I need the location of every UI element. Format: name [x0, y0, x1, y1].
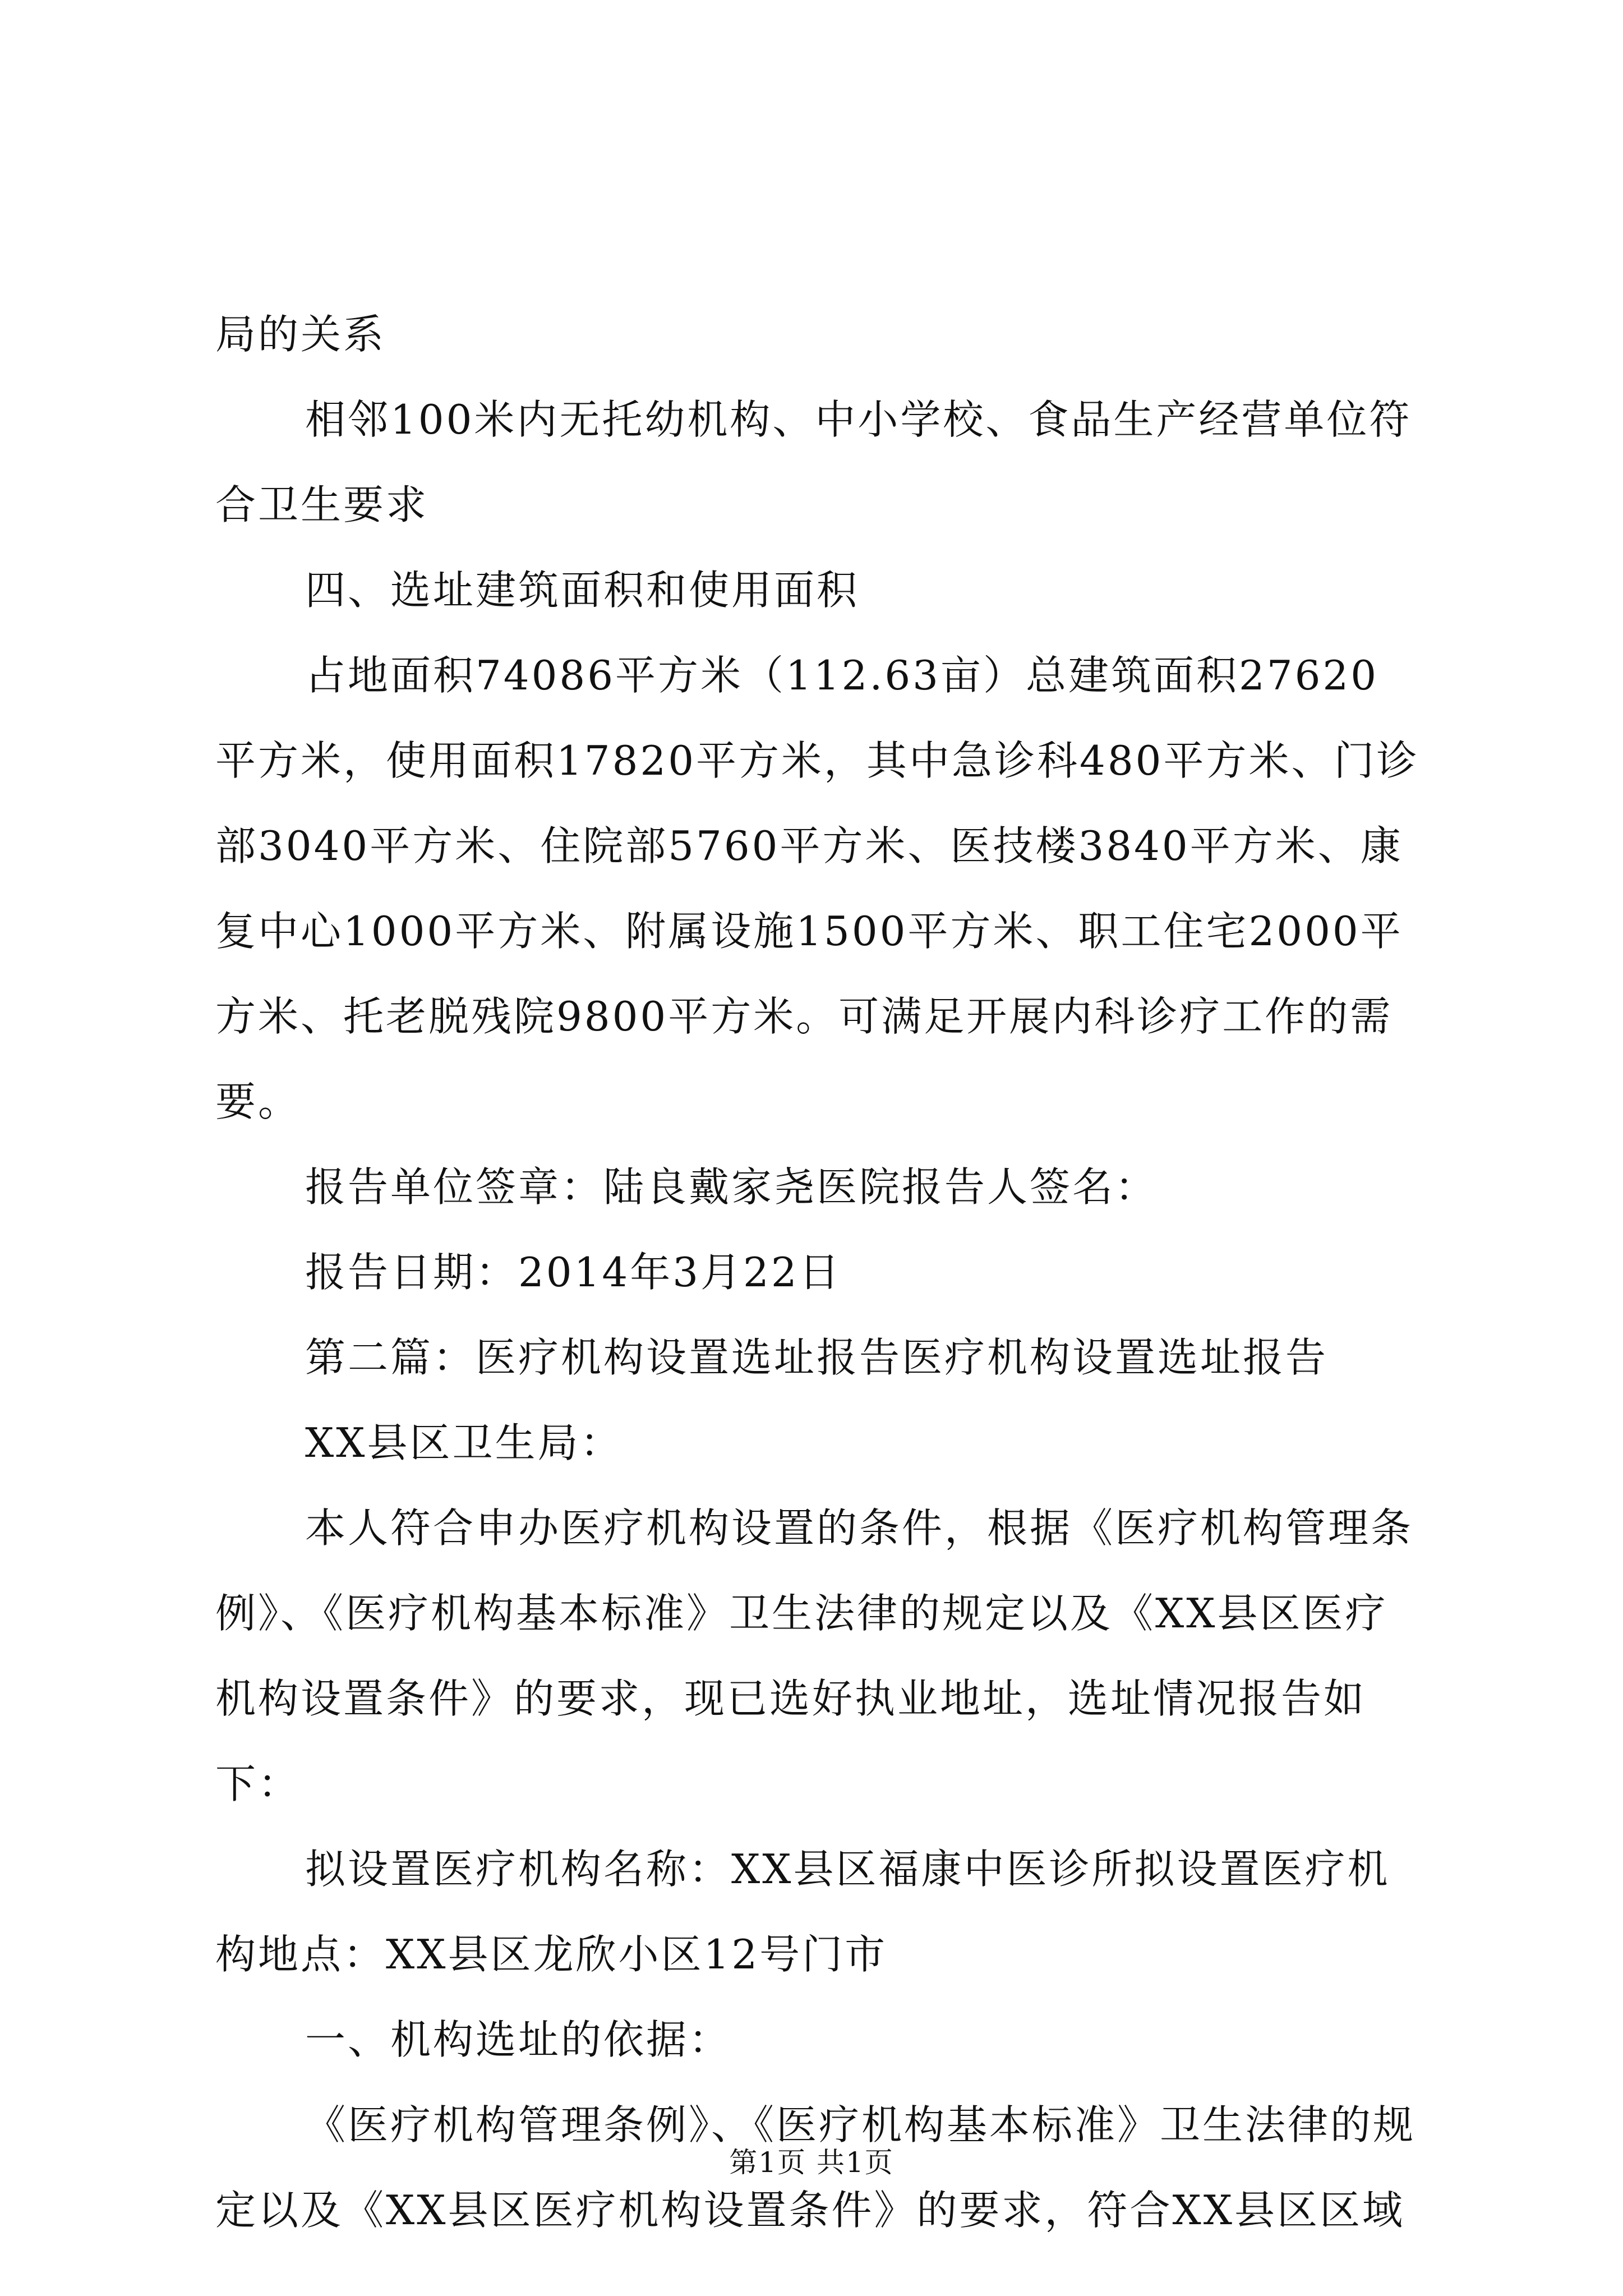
report-signature-line: 报告单位签章：陆良戴家尧医院报告人签名： — [305, 1163, 1158, 1211]
addressee-line: XX县区卫生局： — [305, 1419, 623, 1466]
second-article-title: 第二篇：医疗机构设置选址报告医疗机构设置选址报告 — [305, 1334, 1329, 1381]
paragraph-basis: 《医疗机构管理条例》、《医疗机构基本标准》卫生法律的规定以及《XX县区医疗机构设置条件》的要求，符合XX县区区域 — [215, 2101, 1416, 2234]
paragraph-distance-requirement: 相邻100米内无托幼机构、中小学校、食品生产经营单位符合卫生要求 — [215, 396, 1412, 528]
paragraph-area-details: 占地面积74086平方米（112.63亩）总建筑面积27620平方米，使用面积17820平方米，其中急诊科480平方米、门诊部3040平方米、住院部5760平方米、医技楼3840平方米、康复中心1000平方米、附属设施1500平方米、职工住宅2000平方米、托老脱残院9800平方米。可满足开展内科诊疗工作的需要。 — [215, 652, 1419, 1125]
section-heading-area: 四、选址建筑面积和使用面积 — [305, 567, 860, 614]
paragraph-institution-name-location: 拟设置医疗机构名称：XX县区福康中医诊所拟设置医疗机构地点：XX县区龙欣小区12号门市 — [215, 1846, 1390, 1978]
section-heading-basis: 一、机构选址的依据： — [305, 2016, 732, 2063]
paragraph-continuation: 局的关系 — [215, 311, 386, 358]
page-footer: 第1页 共1页 — [729, 2146, 894, 2179]
paragraph-intro: 本人符合申办医疗机构设置的条件，根据《医疗机构管理条例》、《医疗机构基本标准》卫生法律的规定以及《XX县区医疗机构设置条件》的要求，现已选好执业地址，选址情况报告如下： — [215, 1504, 1414, 1807]
document-body — [215, 292, 1421, 2253]
report-date-line: 报告日期：2014年3月22日 — [305, 1249, 842, 1296]
